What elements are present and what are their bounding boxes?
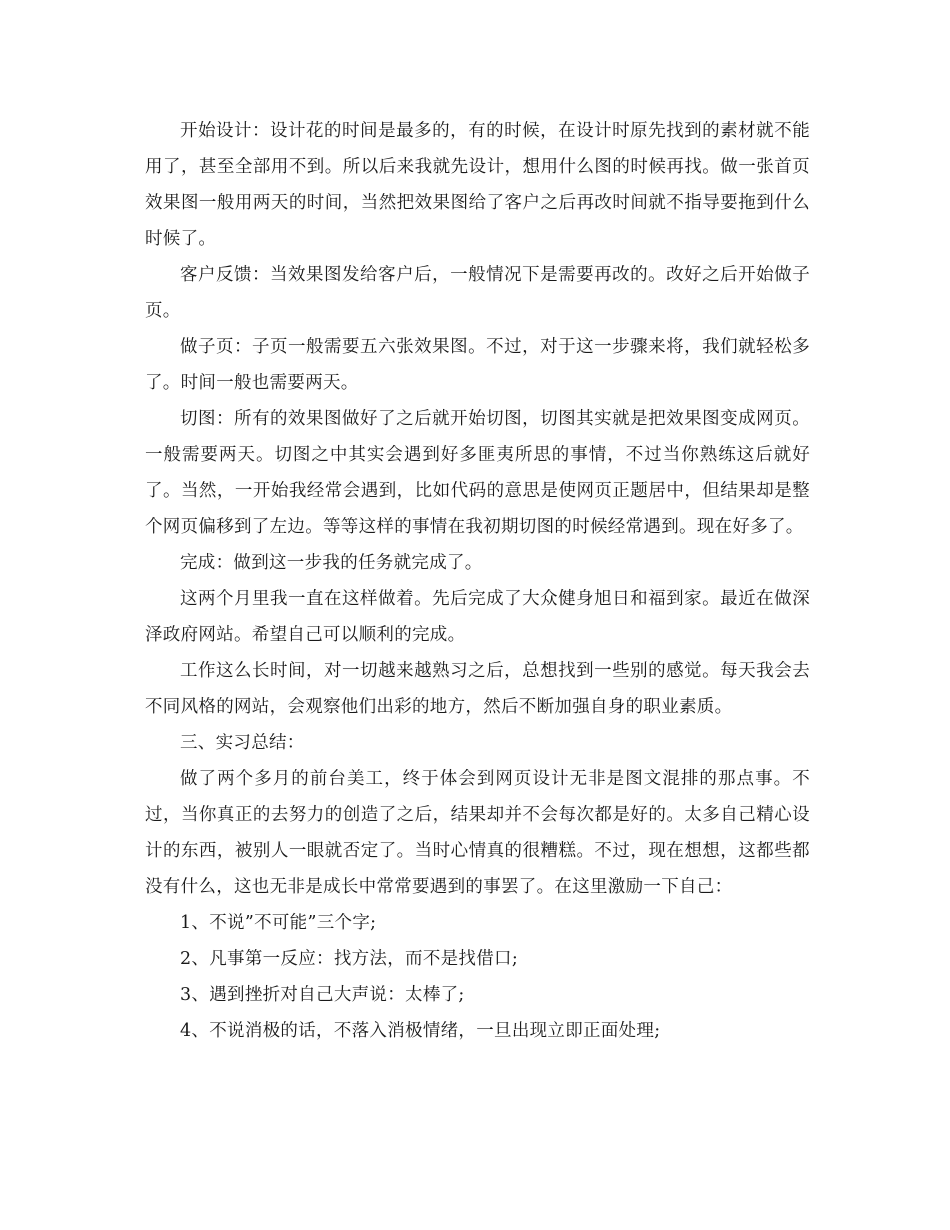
paragraph-start-design: 开始设计：设计花的时间是最多的，有的时候，在设计时原先找到的素材就不能用了，甚至全部用不到。所以后来我就先设计，想用什么图的时候再找。做一张首页效果图一般用两天的时间，当然把效果图给了客户之后再改时间就不指导要拖到什么时候了。 <box>145 121 810 249</box>
paragraph-completion: 完成：做到这一步我的任务就完成了。 <box>180 553 483 573</box>
paragraph-work-time: 工作这么长时间，对一切越来越熟习之后，总想找到一些别的感觉。每天我会去不同风格的网站，会观察他们出彩的地方，然后不断加强自身的职业素质。 <box>145 661 810 717</box>
paragraph-two-months: 这两个月里我一直在这样做着。先后完成了大众健身旭日和福到家。最近在做深泽政府网站。希望自己可以顺利的完成。 <box>145 589 810 645</box>
paragraph-client-feedback: 客户反馈：当效果图发给客户后，一般情况下是需要再改的。改好之后开始做子页。 <box>145 265 810 321</box>
paragraph-summary: 做了两个多月的前台美工，终于体会到网页设计无非是图文混排的那点事。不过，当你真正的去努力的创造了之后，结果却并不会每次都是好的。太多自己精心设计的东西，被别人一眼就否定了。当时心情真的很糟糕。不过，现在想想，这都些都没有什么，这也无非是成长中常常要遇到的事罢了。在这里激励一下自己： <box>145 769 810 897</box>
paragraph-slicing: 切图：所有的效果图做好了之后就开始切图，切图其实就是把效果图变成网页。一般需要两天。切图之中其实会遇到好多匪夷所思的事情，不过当你熟练这后就好了。当然，一开始我经常会遇到，比如代码的意思是使网页正题居中，但结果却是整个网页偏移到了左边。等等这样的事情在我初期切图的时候经常遇到。现在好多了。 <box>145 409 810 537</box>
document-body <box>145 113 810 1049</box>
list-item-1: 1、不说”不可能”三个字; <box>180 913 377 933</box>
list-item-2: 2、凡事第一反应：找方法，而不是找借口; <box>180 949 519 969</box>
section-heading-summary: 三、实习总结： <box>180 733 305 753</box>
paragraph-sub-pages: 做子页：子页一般需要五六张效果图。不过，对于这一步骤来将，我们就轻松多了。时间一般也需要两天。 <box>145 337 810 393</box>
list-item-3: 3、遇到挫折对自己大声说：太棒了; <box>180 985 465 1005</box>
list-item-4: 4、不说消极的话，不落入消极情绪，一旦出现立即正面处理; <box>180 1021 661 1041</box>
